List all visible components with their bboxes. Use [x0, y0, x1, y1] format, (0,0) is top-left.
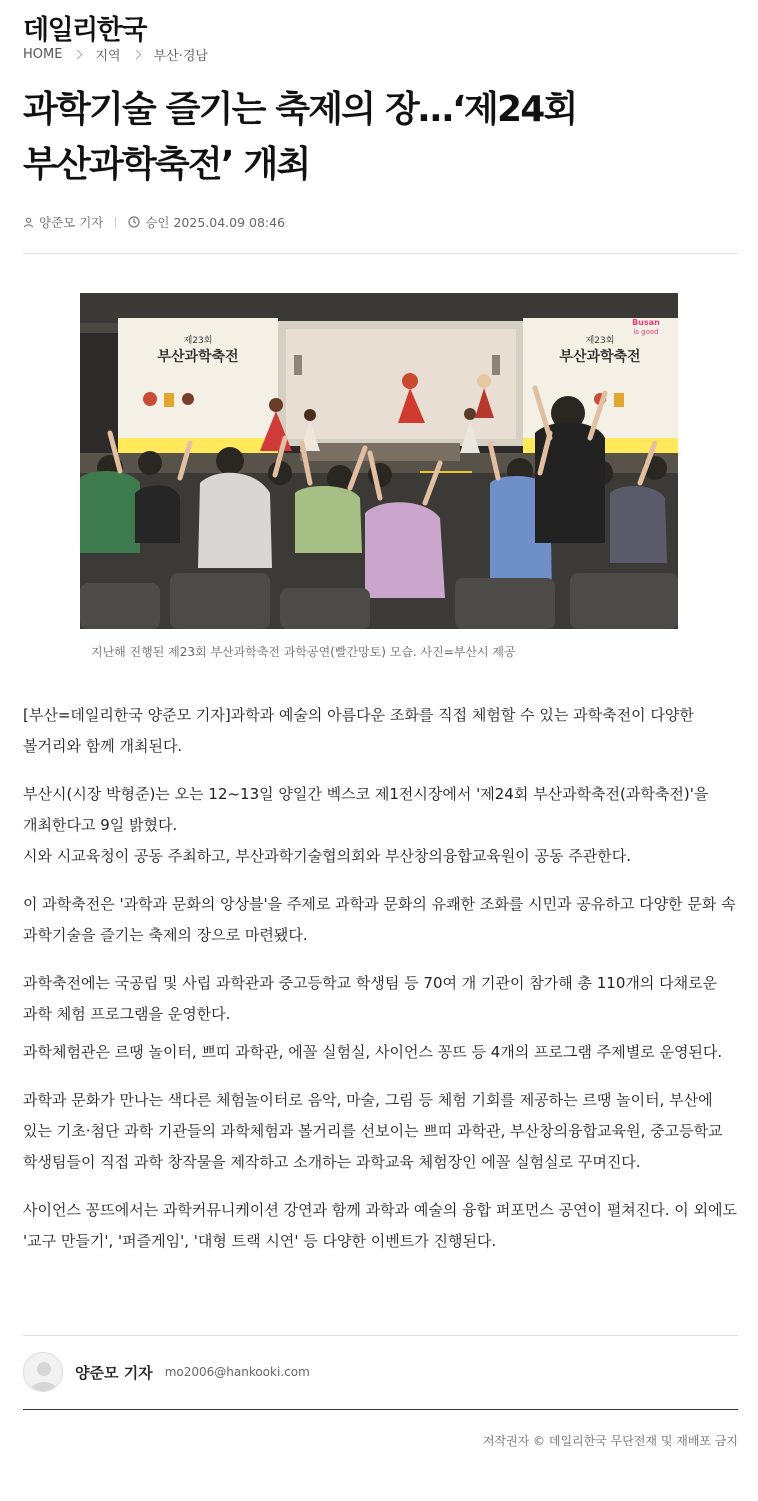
- paragraph: [부산=데일리한국 양준모 기자]과학과 예술의 아름다운 조화를 직접 체험할 수 있는 과학축전이 다양한 볼거리와 함께 개최된다.: [23, 706, 694, 755]
- banner-right-title: 부산과학축전: [559, 349, 641, 365]
- chevron-right-icon: [131, 49, 141, 59]
- photo-caption: 지난해 진행된 제23회 부산과학축전 과학공연(빨간망토) 모습. 사진=부산시 제공: [91, 645, 516, 659]
- reporter-name[interactable]: 양준모 기자: [39, 215, 104, 230]
- banner-left-small: 제23회: [183, 336, 213, 346]
- paragraph: 시와 시교육청이 공동 주최하고, 부산과학기술협의회와 부산창의융합교육원이 공동 주관한다.: [23, 847, 632, 865]
- breadcrumb-home[interactable]: HOME: [23, 46, 63, 62]
- divider: [23, 1335, 738, 1336]
- article-photo[interactable]: [80, 293, 678, 629]
- article-meta: [23, 212, 285, 232]
- breadcrumb-region[interactable]: 지역: [95, 48, 121, 64]
- banner-left-title: 부산과학축전: [157, 349, 239, 365]
- clock-icon: [128, 216, 140, 228]
- paragraph: 과학축전에는 국공립 및 사립 과학관과 중고등학교 학생팀 등 70여 개 기관이 참가해 총 110개의 다채로운 과학 체험 프로그램을 운영한다.: [23, 974, 718, 1023]
- article-title: 과학기술 즐기는 축제의 장…‘제24회 부산과학축전’ 개최: [23, 89, 577, 185]
- avatar: [23, 1352, 63, 1392]
- author-box: [23, 1352, 310, 1392]
- divider: [23, 253, 738, 254]
- avatar-placeholder-icon: [24, 1353, 63, 1392]
- paragraph: 과학체험관은 르땡 놀이터, 쁘띠 과학관, 에꼴 실험실, 사이언스 꽁뜨 등 4개의 프로그램 주제별로 운영된다.: [23, 1043, 723, 1061]
- chevron-right-icon: [73, 49, 83, 59]
- site-logo[interactable]: 데일리한국: [23, 15, 146, 46]
- breadcrumb: [23, 44, 208, 64]
- brand-line-2: is good: [633, 328, 659, 336]
- paragraph: 사이언스 꽁뜨에서는 과학커뮤니케이션 강연과 함께 과학과 예술의 융합 퍼포먼스 공연이 펼쳐진다. 이 외에도 '교구 만들기', '퍼즐게임', '대형 트랙 시연' 등 다양한 이벤트가 진행된다.: [23, 1201, 738, 1250]
- festival-photo: [80, 293, 678, 629]
- author-name[interactable]: 양준모 기자: [75, 1363, 153, 1382]
- person-icon: [23, 217, 34, 228]
- banner-right-small: 제23회: [585, 336, 615, 346]
- divider: [23, 1409, 738, 1410]
- approved-datetime: 승인 2025.04.09 08:46: [145, 215, 286, 230]
- copyright-notice: 저작권자 © 데일리한국 무단전재 및 재배포 금지: [482, 1434, 738, 1448]
- paragraph: 이 과학축전은 '과학과 문화의 앙상블'을 주제로 과학과 문화의 유쾌한 조화를 시민과 공유하고 다양한 문화 속 과학기술을 즐기는 축제의 장으로 마련됐다.: [23, 895, 736, 944]
- brand-line-1: Busan: [632, 318, 660, 327]
- article-body: [23, 700, 738, 1257]
- meta-divider: [115, 217, 116, 228]
- paragraph: 부산시(시장 박형준)는 오는 12~13일 양일간 벡스코 제1전시장에서 '제24회 부산과학축전(과학축전)'을 개최한다고 9일 밝혔다.: [23, 785, 709, 834]
- author-email[interactable]: mo2006@hankooki.com: [164, 1365, 310, 1379]
- paragraph: 과학과 문화가 만나는 색다른 체험놀이터로 음악, 마술, 그림 등 체험 기회를 제공하는 르땡 놀이터, 부산에 있는 기초·첨단 과학 기관들의 과학체험과 볼거리를 선보이는 쁘띠 과학관, 부산창의융합교육원, 중고등학교 학생팀들이 직접 과학 창작물을 제작하고 소개하는 과학교육 체험장인 에꼴 실험실로 꾸며진다.: [23, 1091, 723, 1171]
- breadcrumb-busan-gyeongnam[interactable]: 부산·경남: [153, 48, 208, 64]
